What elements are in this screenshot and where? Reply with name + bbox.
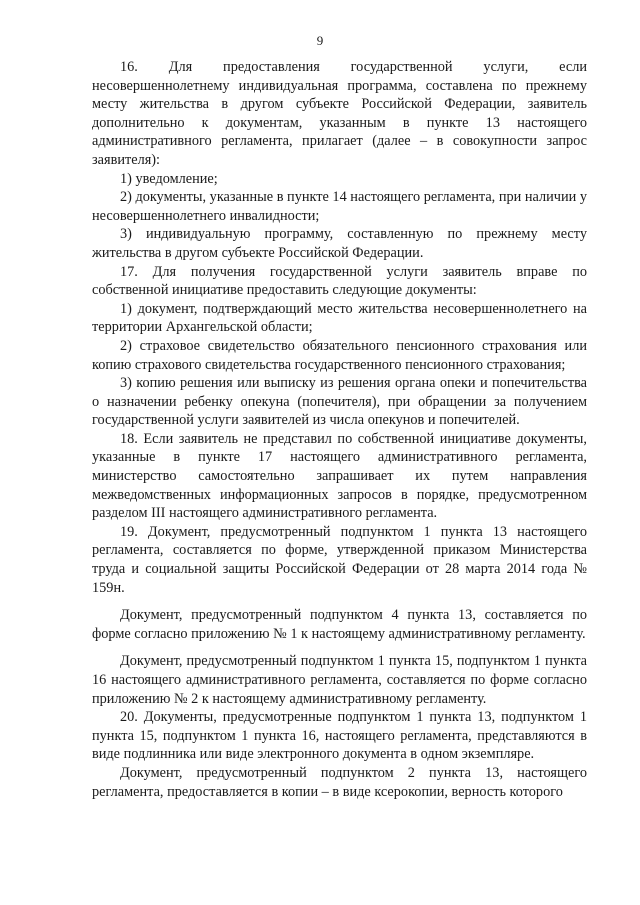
paragraph-16-item-2: 2) документы, указанные в пункте 14 настоящего регламента, при наличии у несовершеннолетнего инвалидности; xyxy=(92,189,587,224)
paragraph-17-item-1: 1) документ, подтверждающий место жительства несовершеннолетнего на территории Архангельской области; xyxy=(92,300,587,336)
paragraph-16-item-1: 1) уведомление; xyxy=(120,170,218,187)
paragraph-17: 17. Для получения государственной услуги заявитель вправе по собственной инициативе предоставить следующие документы: xyxy=(92,263,587,299)
paragraph-18: 18. Если заявитель не представил по собственной инициативе документы, указанные в пункте 17 настоящего административного регламента, министерство самостоятельно запрашивает их путем направления межведомственных информационных запросов в порядке, предусмотренном разделом III настоящего административного регламента. xyxy=(92,430,587,522)
paragraph-20: 20. Документы, предусмотренные подпунктом 1 пункта 13, подпунктом 1 пункта 15, подпунктом 1 пункта 16, настоящего регламента, представляются в виде подлинника или виде электронного документа в одном экземпляре. xyxy=(92,709,587,763)
paragraph-19-form-2: Документ, предусмотренный подпунктом 1 пункта 15, подпунктом 1 пункта 16 настоящего административного регламента, составляется по форме согласно приложению № 2 к настоящему административному регламенту. xyxy=(92,653,587,707)
paragraph-17-item-2: 2) страховое свидетельство обязательного пенсионного страхования или копию страхового свидетельства государственного пенсионного страхования; xyxy=(92,337,587,373)
document-body xyxy=(92,58,587,801)
paragraph-16: 16. Для предоставления государственной услуги, если несовершеннолетнему индивидуальная программа, составлена по прежнему месту жительства в другом субъекте Российской Федерации, заявитель дополнительно к документам, указанным в пункте 13 настоящего административного регламента, прилагает (далее – в совокупности запрос заявителя): xyxy=(92,59,587,168)
paragraph-19-form-1: Документ, предусмотренный подпунктом 4 пункта 13, составляется по форме согласно приложению № 1 к настоящему административному регламенту. xyxy=(92,607,587,642)
paragraph-16-item-3: 3) индивидуальную программу, составленную по прежнему месту жительства в другом субъекте Российской Федерации. xyxy=(92,226,587,261)
page-number: 9 xyxy=(316,33,324,48)
paragraph-20-copy: Документ, предусмотренный подпунктом 2 пункта 13, настоящего регламента, предоставляется в копии – в виде ксерокопии, верность которого xyxy=(92,764,587,800)
paragraph-17-item-3: 3) копию решения или выписку из решения органа опеки и попечительства о назначении ребенку опекуна (попечителя), при обращении за получением государственной услуги заявителей из числа опекунов и попечителей. xyxy=(92,375,587,429)
paragraph-19: 19. Документ, предусмотренный подпунктом 1 пункта 13 настоящего регламента, составляется по форме, утвержденной приказом Министерства труда и социальной защиты Российской Федерации от 28 марта 2014 года № 159н. xyxy=(92,523,587,596)
